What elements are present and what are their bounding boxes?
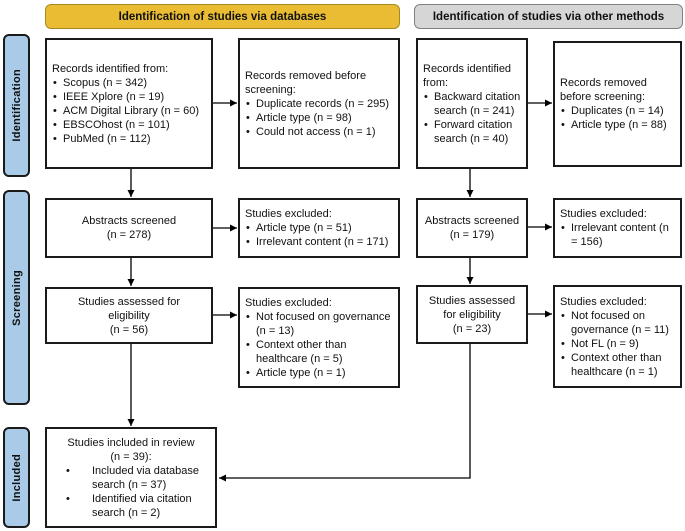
stage-tab-label: Identification [10,69,23,142]
box-studies-included [45,427,217,528]
box-line: Studies included in review [67,436,195,449]
bullet-list [245,221,393,249]
list-item: • Irrelevant content (n = 156) [560,221,675,249]
box-line: (n = 179) [449,229,495,241]
list-item: • PubMed (n = 112) [52,132,206,146]
box-line: eligibility [108,309,150,322]
stage-tab-label: Screening [10,269,23,326]
box-title [52,436,210,464]
box-line: Abstracts screened [81,215,177,227]
box-line: Studies assessed for [77,295,181,308]
box-abstracts-screened-other [416,198,528,258]
box-excluded-abstracts-other [553,198,682,258]
list-item: • Article type (n = 98) [245,111,393,125]
bullet-list [423,90,521,146]
stage-tab-identification [3,34,30,177]
box-records-identified-databases [45,38,213,169]
box-records-removed-other [553,41,682,167]
list-item: • Article type (n = 51) [245,221,393,235]
list-item: • Article type (n = 88) [560,118,675,132]
bullet-list [245,310,393,380]
list-item: • Identified via citation search (n = 2) [52,492,210,520]
list-item: • EBSCOhost (n = 101) [52,118,206,132]
stage-tab-included [3,427,30,528]
box-title: Studies excluded: [245,208,332,220]
box-title: Records identified from: [52,62,169,75]
box-line: (n = 39): [110,450,152,463]
box-records-removed-databases [238,38,400,169]
box-abstracts-screened-databases [45,198,213,258]
box-title: Records removed before screening: [245,69,367,96]
box-assessed-eligibility-databases [45,287,213,344]
box-line: (n = 278) [106,229,152,241]
list-item: • Not focused on governance (n = 11) [560,309,675,337]
list-item: • Not FL (n = 9) [560,337,675,351]
box-line: (n = 56) [109,323,149,336]
box-excluded-abstracts-databases [238,198,400,258]
bullet-list [52,76,206,146]
list-item: • Article type (n = 1) [245,366,393,380]
list-item: • Backward citation search (n = 241) [423,90,521,118]
list-item: • Not focused on governance (n = 13) [245,310,393,338]
bullet-list [52,464,210,520]
list-item: • Duplicates (n = 14) [560,104,675,118]
box-assessed-eligibility-other [416,285,528,344]
box-line: Studies assessed [428,294,516,307]
bullet-list [560,221,675,249]
stage-tab-label: Included [10,453,23,502]
bullet-list [560,309,675,379]
box-title: Studies excluded: [245,296,332,309]
list-item: • ACM Digital Library (n = 60) [52,104,206,118]
box-title: Records identified from: [423,62,512,89]
box-title: Records removed before screening: [560,77,647,103]
list-item: • Forward citation search (n = 40) [423,118,521,146]
list-item: • Scopus (n = 342) [52,76,206,90]
header-databases: Identification of studies via databases [45,4,400,29]
bullet-list [245,97,393,139]
list-item: • Context other than healthcare (n = 5) [245,338,393,366]
box-excluded-assessed-other [553,285,682,388]
box-records-identified-other [416,38,528,169]
box-title: Studies excluded: [560,208,647,220]
stage-tab-screening [3,190,30,405]
list-item: • Included via database search (n = 37) [52,464,210,492]
header-other-methods: Identification of studies via other methods [414,4,683,29]
box-line: (n = 23) [452,322,492,335]
list-item: • Could not access (n = 1) [245,125,393,139]
list-item: • Context other than healthcare (n = 1) [560,351,675,379]
list-item: • Duplicate records (n = 295) [245,97,393,111]
bullet-list [560,104,675,132]
box-line: for eligibility [443,308,501,321]
list-item: • IEEE Xplore (n = 19) [52,90,206,104]
box-excluded-assessed-databases [238,287,400,388]
list-item: • Irrelevant content (n = 171) [245,235,393,249]
box-line: Abstracts screened [424,215,520,227]
box-title: Studies excluded: [560,295,647,308]
